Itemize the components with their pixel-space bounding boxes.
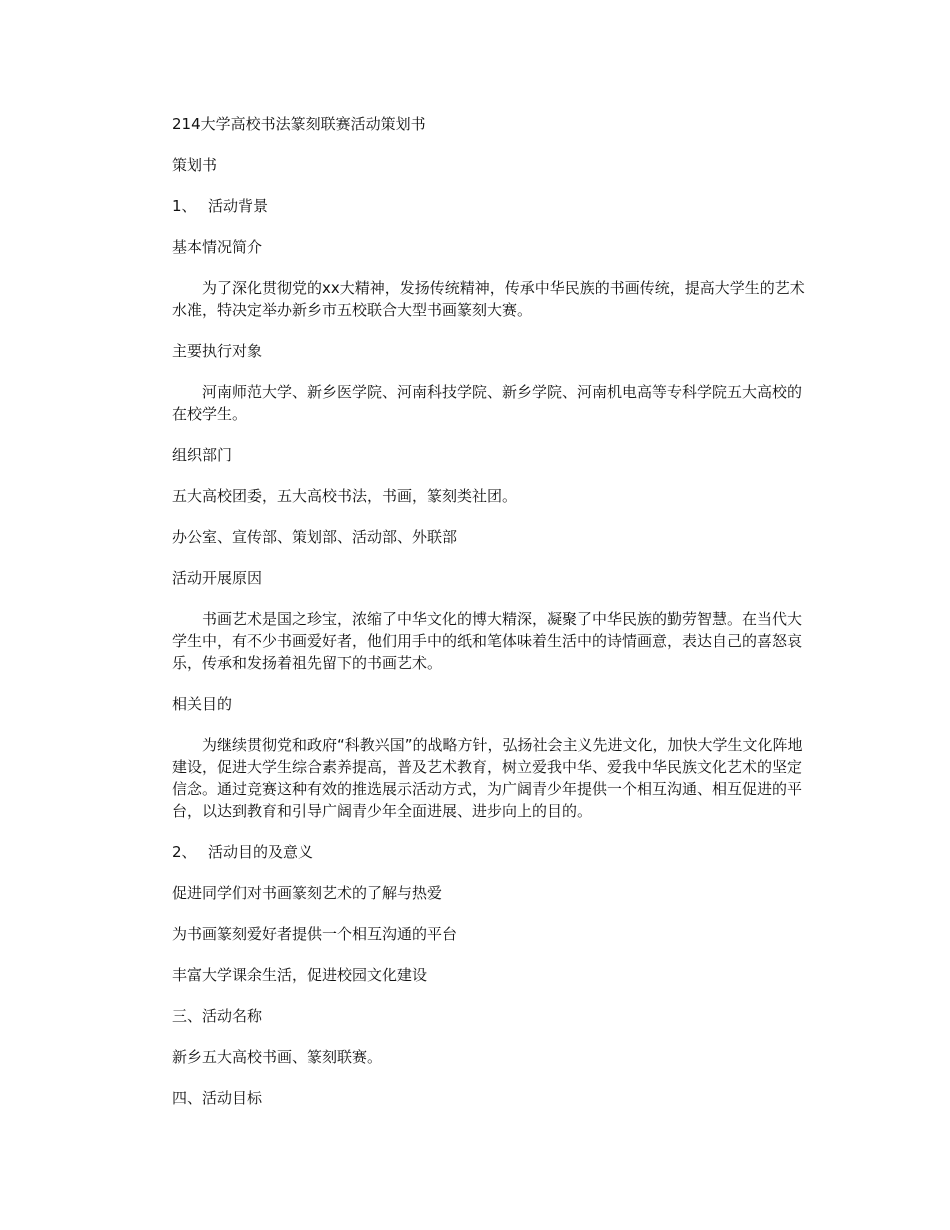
subheading-organizers: 组织部门 (172, 446, 233, 464)
subheading-purpose: 相关目的 (172, 695, 233, 713)
text-goal-1: 促进同学们对书画篆刻艺术的了解与热爱 (172, 884, 443, 902)
paragraph-reasons (172, 608, 812, 674)
text-goal-3: 丰富大学课余生活，促进校园文化建设 (172, 966, 428, 984)
document-body (172, 113, 812, 1128)
section-heading-1 (172, 195, 812, 217)
section-heading-3: 三、活动名称 (172, 1007, 263, 1025)
text-goal-2: 为书画篆刻爱好者提供一个相互沟通的平台 (172, 925, 458, 943)
section-heading-4: 四、活动目标 (172, 1089, 263, 1107)
section-heading-2 (172, 841, 812, 863)
subheading-reasons: 活动开展原因 (172, 569, 263, 587)
section-number: 2、 (172, 843, 197, 861)
subheading-main-targets: 主要执行对象 (172, 342, 263, 360)
paragraph-basic-info (172, 277, 812, 321)
paragraph-text: 河南师范大学、新乡医学院、河南科技学院、新乡学院、河南机电高等专科学院五大高校的在校学生。 (172, 383, 803, 423)
text-activity-name: 新乡五大高校书画、篆刻联赛。 (172, 1048, 383, 1066)
paragraph-purpose (172, 734, 812, 822)
paragraph-text: 为了深化贯彻党的xx大精神，发扬传统精神，传承中华民族的书画传统，提高大学生的艺术水准，特决定举办新乡市五校联合大型书画篆刻大赛。 (172, 279, 805, 319)
paragraph-text: 为继续贯彻党和政府“科教兴国”的战略方针，弘扬社会主义先进文化，加快大学生文化阵地建设，促进大学生综合素养提高，普及艺术教育，树立爱我中华、爱我中华民族文化艺术的坚定信念。通过竞赛这种有效的推选展示活动方式，为广阔青少年提供一个相互沟通、相互促进的平台，以达到教育和引导广阔青少年全面进展、进步向上的目的。 (172, 736, 803, 820)
document-title: 214大学高校书法篆刻联赛活动策划书 (172, 115, 426, 133)
document-subtitle: 策划书 (172, 156, 218, 174)
section-number: 1、 (172, 197, 197, 215)
paragraph-main-targets (172, 381, 812, 425)
section-heading-label: 活动背景 (208, 197, 269, 215)
text-organizers: 五大高校团委，五大高校书法，书画，篆刻类社团。 (172, 487, 518, 505)
text-departments: 办公室、宣传部、策划部、活动部、外联部 (172, 528, 458, 546)
paragraph-text: 书画艺术是国之珍宝，浓缩了中华文化的博大精深，凝聚了中华民族的勤劳智慧。在当代大学生中，有不少书画爱好者，他们用手中的纸和笔体味着生活中的诗情画意，表达自己的喜怒哀乐，传承和发扬着祖先留下的书画艺术。 (172, 610, 803, 672)
section-heading-label: 活动目的及意义 (208, 843, 314, 861)
subheading-basic-info: 基本情况简介 (172, 238, 263, 256)
